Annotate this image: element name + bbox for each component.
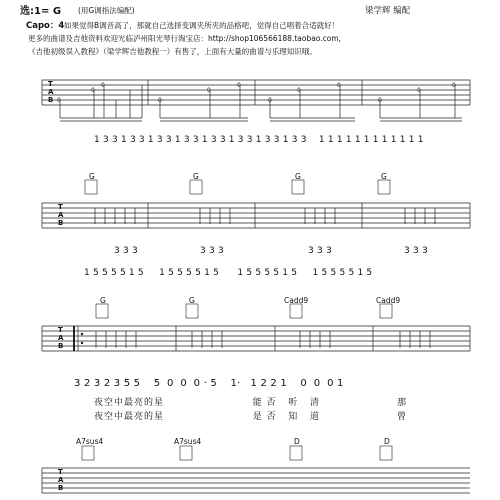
svg-text:0: 0	[452, 82, 456, 89]
chord-name: G	[295, 172, 301, 181]
row1-number-line: 1 3 3 1 3 3 1 3 3 1 3 3 1 3 3 1 3 3 1 3 3 1 3 3 1 1 1 1 1 1 1 1 1 1 1 1	[94, 135, 424, 145]
lyrics-line-1: 夜空中最亮的星 能 否 听 清 那	[94, 398, 408, 408]
key-note: (用G调指法编配)	[78, 6, 135, 15]
row2-upper-numbers: 3 3 3	[308, 246, 332, 256]
svg-text:0: 0	[337, 82, 341, 89]
chord-name: D	[384, 437, 390, 446]
chord-name: Cadd9	[376, 296, 401, 305]
chord-name: G	[189, 296, 195, 305]
svg-text:0: 0	[101, 82, 105, 89]
svg-text:0: 0	[91, 87, 95, 94]
row4-chord-diagrams	[82, 446, 392, 460]
row2-upper-numbers: 3 3 3	[404, 246, 428, 256]
svg-text:0: 0	[297, 87, 301, 94]
tab-clef-row1: T A B	[48, 80, 54, 104]
capo: Capo：4	[26, 21, 65, 31]
chord-name: G	[100, 296, 106, 305]
svg-text:0: 0	[268, 97, 272, 104]
row3-chord-diagrams	[96, 304, 392, 318]
svg-text:0: 0	[158, 97, 162, 104]
repeat-dots	[81, 333, 83, 344]
row3-stems	[96, 331, 430, 348]
row2-chord-diagrams	[85, 180, 390, 194]
tab-clef-row4: T A B	[58, 468, 64, 492]
chord-name: G	[193, 172, 199, 181]
chord-name: A7sus4	[76, 437, 104, 446]
tab-staff-row2	[42, 203, 470, 228]
chord-name: Cadd9	[284, 296, 309, 305]
key-signature: 选:1= G	[20, 6, 62, 17]
tab-staff-row4	[42, 468, 470, 493]
svg-text:0: 0	[207, 87, 211, 94]
tab-staff-row1	[42, 80, 470, 105]
melody-line: 3 2 3 2 3 5 5 5 0 0 0 · 5 1· 1 2 2 1 0 0 0 1	[74, 378, 344, 389]
capo-note: 如果觉得B调音高了，那就自己选择变调夹所夹的品格吧，觉得自己唱着合适就好！	[64, 21, 340, 30]
row2-number-line: 1 5 5 5 5 1 5 1 5 5 5 5 1 5 1 5 5 5 5 1 5 1 5 5 5 5 1 5	[84, 268, 373, 278]
chord-name: D	[294, 437, 300, 446]
chord-name: G	[381, 172, 387, 181]
svg-text:0: 0	[57, 97, 61, 104]
row2-upper-numbers: 3 3 3	[200, 246, 224, 256]
svg-text:0: 0	[378, 97, 382, 104]
row2-upper-numbers: 3 3 3	[114, 246, 138, 256]
promo-line-2: 《吉他初级误入教程》（梁学辉吉他教程一）有售了，上面有大量的曲谱与乐理知识哦。	[28, 47, 317, 56]
row2-stems	[95, 208, 435, 224]
svg-text:0: 0	[237, 82, 241, 89]
arranger: 梁学辉 编配	[365, 6, 411, 16]
row1-stems	[60, 85, 462, 121]
chord-name: A7sus4	[174, 437, 202, 446]
tab-clef-row3: T A B	[58, 326, 64, 350]
promo-line-1: 更多的曲谱及吉他资料欢迎光临泸州阳光琴行淘宝店：http://shop106566188.taobao.com,	[28, 34, 342, 43]
svg-text:0: 0	[417, 87, 421, 94]
chord-name: G	[89, 172, 95, 181]
lyrics-line-2: 夜空中最亮的星 是 否 知 道 曾	[94, 412, 408, 422]
tab-clef-row2: T A B	[58, 203, 64, 227]
